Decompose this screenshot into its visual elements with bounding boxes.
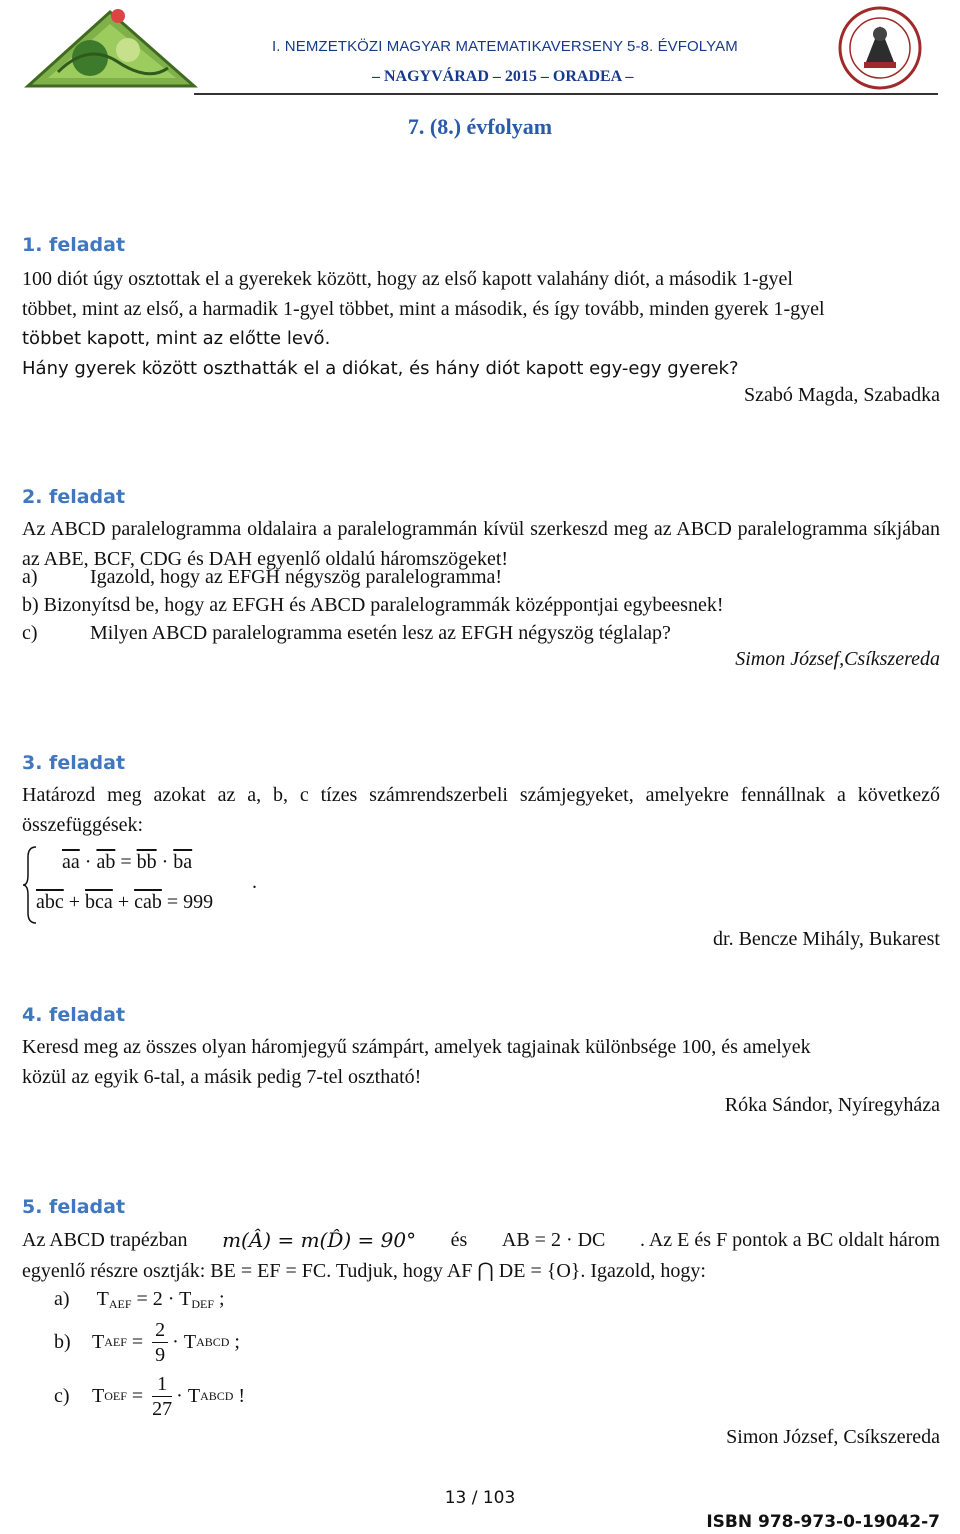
task-5-intersection: AF ⋂ DE = {O} — [446, 1260, 581, 1282]
task-4-line-1: Keresd meg az összes olyan háromjegyű számpárt, amelyek tagjainak különbsége 100, és amelyek — [22, 1036, 811, 1058]
task-3-intro: Határozd meg azokat az a, b, c tízes számrendszerbeli számjegyeket, amelyekre fennállnak a következő összefüggések: — [22, 784, 940, 836]
a-area-symbol: T — [96, 1288, 109, 1310]
task-1-line-3: többet kapott, mint az előtte levő. — [22, 328, 331, 349]
task-4-author: Róka Sándor, Nyíregyháza — [724, 1094, 940, 1116]
task-5-equal-parts: BE = EF = FC — [210, 1260, 327, 1282]
task-1-line-4: Hány gyerek között oszthatták el a diókat, és hány diót kapott egy-egy gyerek? — [22, 358, 739, 379]
task-2-author: Simon József,Csíkszereda — [735, 648, 940, 670]
a-area-sub-1: AEF — [108, 1297, 132, 1311]
task-5-author: Simon József, Csíkszereda — [726, 1426, 940, 1448]
task-2-item-c — [22, 622, 671, 645]
eq2-term-abc: $\overline{abc}$ — [36, 891, 64, 913]
b-dot: · — [172, 1331, 184, 1353]
task-1-author: Szabó Magda, Szabadka — [743, 384, 940, 406]
b-fraction-denominator: 9 — [155, 1344, 166, 1366]
c-area-sub-2: ABCD — [200, 1389, 234, 1403]
a-area-sub-2: DEF — [191, 1297, 214, 1311]
task-3-heading: 3. feladat — [22, 752, 126, 774]
eq1-dot-1: · — [84, 851, 92, 873]
task-5-item-b-label: b) — [54, 1331, 71, 1353]
equation-1 — [62, 851, 192, 874]
task-2-item-c-text: Milyen ABCD paralelogramma esetén lesz az EFGH négyszög téglalap? — [90, 622, 671, 644]
task-4-line-2: közül az egyik 6-tal, a másik pedig 7-tel osztható! — [22, 1066, 422, 1088]
eq1-term-ab: $\overline{ab}$ — [96, 851, 116, 873]
eq2-plus-1: + — [68, 891, 81, 913]
b-area-symbol-2: T — [183, 1331, 197, 1353]
eq1-dot-2: · — [161, 851, 169, 873]
header-title: I. NEMZETKÖZI MAGYAR MATEMATIKAVERSENY 5-8. ÉVFOLYAM — [272, 38, 738, 55]
task-1-line-2: többet, mint az első, a harmadik 1-gyel többet, mint a második, és így tovább, minden gyerek 1-gyel — [22, 298, 825, 320]
isbn: ISBN 978-973-0-19042-7 — [706, 1512, 940, 1532]
task-5-line-2-start: egyenlő részre osztják: — [22, 1260, 206, 1282]
eq2-term-bca: $\overline{bca}$ — [85, 891, 113, 913]
b-area-sub-1: AEF — [104, 1335, 127, 1349]
task-5-line-2-mid: . Tudjuk, hogy — [326, 1260, 443, 1282]
task-2-intro: Az ABCD paralelogramma oldalaira a paralelogrammán kívül szerkeszd meg az ABCD paralelogramma síkjában az ABE, BCF, CDG és DAH egyenlő oldalú háromszögeket! — [22, 518, 940, 570]
task-2-item-c-label: c) — [22, 622, 38, 644]
b-fraction — [152, 1318, 168, 1367]
task-5-and: és — [450, 1229, 468, 1251]
task-5-item-a — [54, 1288, 225, 1312]
task-5-item-a-label: a) — [54, 1288, 70, 1310]
task-5-angle-condition: m(Â) = m(D̂) = 90° — [222, 1228, 417, 1252]
eq1-term-aa: $\overline{aa}$ — [62, 851, 80, 873]
task-3-author: dr. Bencze Mihály, Bukarest — [713, 928, 940, 950]
task-2-item-a — [22, 566, 502, 589]
task-5-heading: 5. feladat — [22, 1196, 126, 1218]
page-number: 13 / 103 — [444, 1488, 516, 1508]
competition-logo-icon — [18, 2, 198, 90]
a-end: ; — [214, 1288, 225, 1310]
task-2-item-a-text: Igazold, hogy az EFGH négyszög paralelogramma! — [90, 566, 503, 588]
eq1-equals: = — [120, 851, 132, 873]
c-fraction-denominator: 27 — [152, 1398, 173, 1420]
task-5-item-c — [54, 1372, 245, 1421]
equation-2 — [36, 891, 213, 914]
header-subtitle: – NAGYVÁRAD – 2015 – ORADEA – — [372, 68, 634, 85]
equation-period: . — [252, 871, 257, 893]
task-4-heading: 4. feladat — [22, 1004, 126, 1026]
task-2-item-a-label: a) — [22, 566, 38, 588]
c-area-symbol-2: T — [187, 1385, 201, 1407]
b-equals: = — [126, 1331, 149, 1353]
task-2-heading: 2. feladat — [22, 486, 126, 508]
c-dot: · — [176, 1385, 188, 1407]
task-1-heading: 1. feladat — [22, 234, 126, 256]
task-5-line-2 — [22, 1256, 940, 1286]
page-title: 7. (8.) évfolyam — [407, 114, 553, 139]
b-end: ; — [229, 1331, 240, 1353]
task-5-intro-start: Az ABCD trapézban — [22, 1229, 188, 1251]
a-area-symbol-2: T — [179, 1288, 192, 1310]
eq1-term-ba: $\overline{ba}$ — [173, 851, 193, 873]
eq2-plus-2: + — [117, 891, 130, 913]
eq2-term-cab: $\overline{cab}$ — [134, 891, 162, 913]
header-divider — [194, 93, 938, 95]
equation-system — [22, 845, 282, 925]
c-area-symbol: T — [92, 1385, 105, 1407]
c-fraction-numerator: 1 — [152, 1372, 172, 1397]
c-fraction — [152, 1372, 172, 1421]
task-2-item-b: b) Bizonyítsd be, hogy az EFGH és ABCD paralelogrammák középpontjai egybeesnek! — [22, 594, 724, 616]
school-seal-icon — [824, 4, 936, 92]
c-end: ! — [233, 1385, 246, 1407]
c-area-sub-1: OEF — [104, 1389, 127, 1403]
c-equals: = — [126, 1385, 149, 1407]
eq1-term-bb: $\overline{bb}$ — [136, 851, 157, 873]
eq2-equals: = — [166, 891, 179, 913]
task-5-line-2-end: . Igazold, hogy: — [580, 1260, 706, 1282]
task-1-line-1: 100 diót úgy osztottak el a gyerekek között, hogy az első kapott valahány diót, a második 1-gyel — [22, 268, 793, 290]
task-5-item-c-label: c) — [54, 1385, 70, 1407]
task-1-text — [22, 264, 940, 384]
task-5-line-1-end: . Az E és F pontok a BC oldalt három — [639, 1229, 940, 1251]
eq2-rhs: 999 — [183, 891, 214, 913]
task-5-item-b — [54, 1318, 240, 1367]
a-equals-two-times: = 2 · — [131, 1288, 180, 1310]
task-5-line-1 — [22, 1224, 940, 1256]
task-5-ab-condition: AB = 2 · DC — [501, 1229, 606, 1251]
b-area-symbol: T — [92, 1331, 105, 1353]
b-area-sub-2: ABCD — [196, 1335, 230, 1349]
task-4-text — [22, 1032, 940, 1092]
b-fraction-numerator: 2 — [152, 1318, 168, 1343]
